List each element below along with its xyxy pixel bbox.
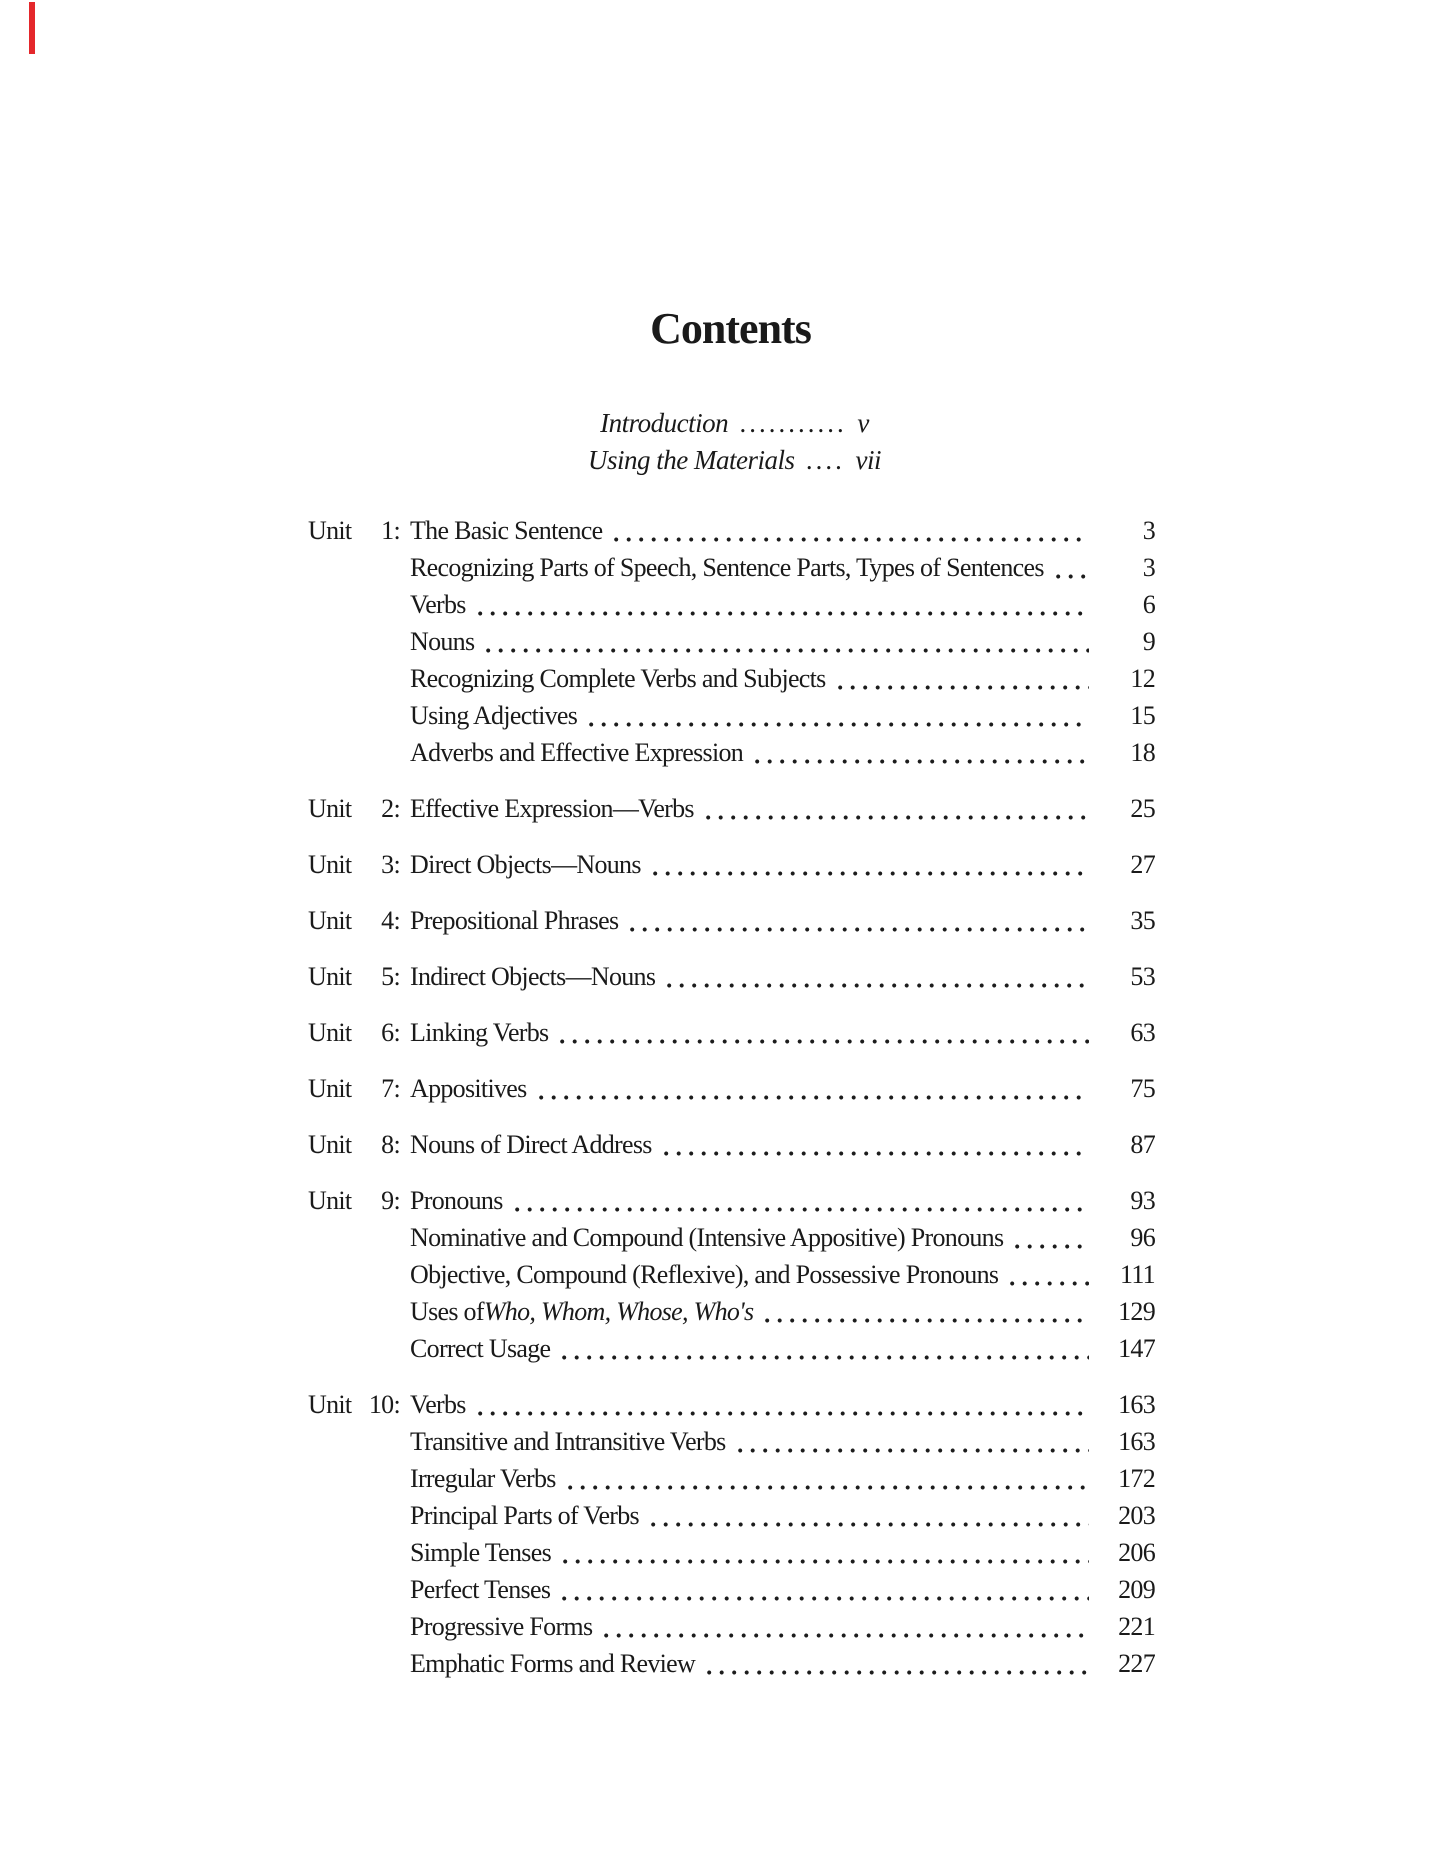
toc-subentry <box>308 697 1155 734</box>
entry-page-number: 227 <box>1118 1649 1155 1678</box>
entry-page-number: 6 <box>1142 590 1155 619</box>
unit-number: 4: <box>381 906 400 935</box>
unit-cell <box>308 1014 410 1051</box>
unit-word: Unit <box>308 1074 352 1103</box>
entry-page-number: 96 <box>1130 1223 1155 1252</box>
toc-unit-entry <box>308 512 1155 549</box>
dot-leader <box>664 1151 1089 1156</box>
entry-title: Direct Objects—Nouns <box>410 850 641 879</box>
entry-title: Verbs <box>410 590 466 619</box>
front-matter-label: Using the Materials <box>588 445 795 475</box>
unit-word: Unit <box>308 516 352 545</box>
dot-leader <box>604 1633 1089 1638</box>
entry-page-number: 9 <box>1142 627 1155 656</box>
entry-title: Nouns <box>410 627 475 656</box>
entry-title: Recognizing Parts of Speech, Sentence Parts, Types of Sentences <box>410 553 1044 582</box>
toc-unit-entry <box>308 846 1155 883</box>
entry-page-number: 15 <box>1130 701 1155 730</box>
dot-leader <box>562 1355 1089 1360</box>
entry-title: Verbs <box>410 1390 466 1419</box>
dot-leader <box>706 815 1089 820</box>
dot-leader <box>614 537 1089 542</box>
entry-page-number: 93 <box>1130 1186 1155 1215</box>
dot-leader <box>707 1670 1089 1675</box>
toc-subentry <box>308 549 1155 586</box>
entry-title: The Basic Sentence <box>410 516 603 545</box>
dot-leader <box>765 1318 1089 1323</box>
toc-subentry <box>308 1256 1155 1293</box>
entry-page-number: 3 <box>1142 516 1155 545</box>
dot-leader <box>563 1559 1089 1564</box>
page-title: Contents <box>650 304 811 353</box>
entry-page-number: 111 <box>1120 1260 1155 1289</box>
unit-number: 7: <box>381 1074 400 1103</box>
dot-leader <box>478 611 1089 616</box>
dot-leader <box>651 1522 1089 1527</box>
entry-title: Perfect Tenses <box>410 1575 551 1604</box>
unit-word: Unit <box>308 1186 352 1215</box>
entry-page-number: 12 <box>1130 664 1155 693</box>
unit-number: 10: <box>368 1390 400 1419</box>
entry-title: Nouns of Direct Address <box>410 1130 652 1159</box>
entry-page-number: 147 <box>1118 1334 1155 1363</box>
toc-unit-entry <box>308 1014 1155 1051</box>
dot-leader <box>1015 1244 1089 1249</box>
toc-subentry <box>308 1608 1155 1645</box>
entry-title: Recognizing Complete Verbs and Subjects <box>410 664 826 693</box>
unit-word: Unit <box>308 962 352 991</box>
dot-leader <box>478 1411 1089 1416</box>
unit-word: Unit <box>308 1130 352 1159</box>
entry-page-number: 203 <box>1118 1501 1155 1530</box>
unit-cell <box>308 790 410 827</box>
entry-title: Principal Parts of Verbs <box>410 1501 639 1530</box>
entry-title: Linking Verbs <box>410 1018 549 1047</box>
entry-page-number: 221 <box>1118 1612 1155 1641</box>
entry-title: Using Adjectives <box>410 701 578 730</box>
entry-title: Progressive Forms <box>410 1612 593 1641</box>
entry-title: Appositives <box>410 1074 527 1103</box>
unit-number: 5: <box>381 962 400 991</box>
entry-title: Simple Tenses <box>410 1538 551 1567</box>
front-matter-list <box>12 405 1445 479</box>
entry-title: Emphatic Forms and Review <box>410 1649 696 1678</box>
entry-page-number: 172 <box>1118 1464 1155 1493</box>
toc-subentry <box>308 623 1155 660</box>
entry-title: Adverbs and Effective Expression <box>410 738 744 767</box>
front-matter-entry <box>12 442 1445 479</box>
toc-subentry <box>308 734 1155 771</box>
unit-word: Unit <box>308 794 352 823</box>
dot-leader <box>838 685 1089 690</box>
entry-page-number: 87 <box>1130 1130 1155 1159</box>
toc-subentry <box>308 586 1155 623</box>
unit-cell <box>308 512 410 549</box>
unit-word: Unit <box>308 1018 352 1047</box>
toc-subentry <box>308 1219 1155 1256</box>
unit-number: 8: <box>381 1130 400 1159</box>
entry-title: Objective, Compound (Reflexive), and Possessive Pronouns <box>410 1260 999 1289</box>
dot-leader <box>738 1448 1089 1453</box>
unit-number: 3: <box>381 850 400 879</box>
toc-subentry <box>308 1645 1155 1682</box>
entry-page-number: 18 <box>1130 738 1155 767</box>
toc-list <box>0 512 1445 1682</box>
dot-leader <box>562 1596 1089 1601</box>
entry-title: Irregular Verbs <box>410 1464 556 1493</box>
dot-leader-text: ........... <box>740 408 848 438</box>
front-matter-page-number: vii <box>855 445 881 475</box>
unit-word: Unit <box>308 1390 352 1419</box>
entry-title-italic: Who, Whom, Whose, Who's <box>483 1297 754 1326</box>
entry-title: Prepositional Phrases <box>410 906 619 935</box>
toc-unit-entry <box>308 790 1155 827</box>
dot-leader-text: .... <box>806 445 846 475</box>
entry-page-number: 53 <box>1130 962 1155 991</box>
dot-leader <box>653 871 1089 876</box>
unit-cell <box>308 1126 410 1163</box>
entry-title: Transitive and Intransitive Verbs <box>410 1427 726 1456</box>
toc-unit-entry <box>308 1126 1155 1163</box>
entry-title: Uses of <box>410 1297 484 1326</box>
unit-cell <box>308 1386 410 1423</box>
dot-leader <box>486 648 1089 653</box>
dot-leader <box>515 1207 1089 1212</box>
toc-subentry <box>308 1534 1155 1571</box>
dot-leader <box>630 927 1089 932</box>
entry-title: Indirect Objects—Nouns <box>410 962 656 991</box>
dot-leader <box>755 759 1089 764</box>
entry-title: Nominative and Compound (Intensive Appositive) Pronouns <box>410 1223 1004 1252</box>
entry-page-number: 163 <box>1118 1390 1155 1419</box>
dot-leader <box>667 983 1089 988</box>
entry-page-number: 129 <box>1118 1297 1155 1326</box>
toc-unit-entry <box>308 1386 1155 1423</box>
entry-page-number: 209 <box>1118 1575 1155 1604</box>
entry-page-number: 63 <box>1130 1018 1155 1047</box>
unit-number: 9: <box>381 1186 400 1215</box>
toc-subentry <box>308 1460 1155 1497</box>
unit-number: 6: <box>381 1018 400 1047</box>
unit-word: Unit <box>308 906 352 935</box>
entry-page-number: 206 <box>1118 1538 1155 1567</box>
dot-leader <box>1010 1281 1089 1286</box>
toc-subentry <box>308 1497 1155 1534</box>
unit-cell <box>308 958 410 995</box>
entry-page-number: 75 <box>1130 1074 1155 1103</box>
toc-unit-entry <box>308 902 1155 939</box>
entry-page-number: 3 <box>1142 553 1155 582</box>
toc-subentry <box>308 660 1155 697</box>
toc-unit-entry <box>308 958 1155 995</box>
front-matter-entry <box>12 405 1445 442</box>
toc-unit-entry <box>308 1182 1155 1219</box>
toc-subentry <box>308 1423 1155 1460</box>
unit-cell <box>308 1070 410 1107</box>
dot-leader <box>568 1485 1089 1490</box>
toc-subentry <box>308 1293 1155 1330</box>
front-matter-label: Introduction <box>600 408 729 438</box>
entry-title: Correct Usage <box>410 1334 551 1363</box>
entry-page-number: 163 <box>1118 1427 1155 1456</box>
dot-leader <box>539 1095 1089 1100</box>
unit-cell <box>308 846 410 883</box>
entry-page-number: 25 <box>1130 794 1155 823</box>
unit-cell <box>308 1182 410 1219</box>
toc-subentry <box>308 1571 1155 1608</box>
entry-page-number: 35 <box>1130 906 1155 935</box>
toc-unit-entry <box>308 1070 1155 1107</box>
dot-leader <box>1056 574 1089 579</box>
unit-word: Unit <box>308 850 352 879</box>
entry-page-number: 27 <box>1130 850 1155 879</box>
dot-leader <box>560 1039 1089 1044</box>
unit-number: 1: <box>381 516 400 545</box>
entry-title: Effective Expression—Verbs <box>410 794 694 823</box>
dot-leader <box>589 722 1089 727</box>
front-matter-page-number: v <box>857 408 869 438</box>
toc-subentry <box>308 1330 1155 1367</box>
unit-cell <box>308 902 410 939</box>
unit-number: 2: <box>381 794 400 823</box>
entry-title: Pronouns <box>410 1186 503 1215</box>
